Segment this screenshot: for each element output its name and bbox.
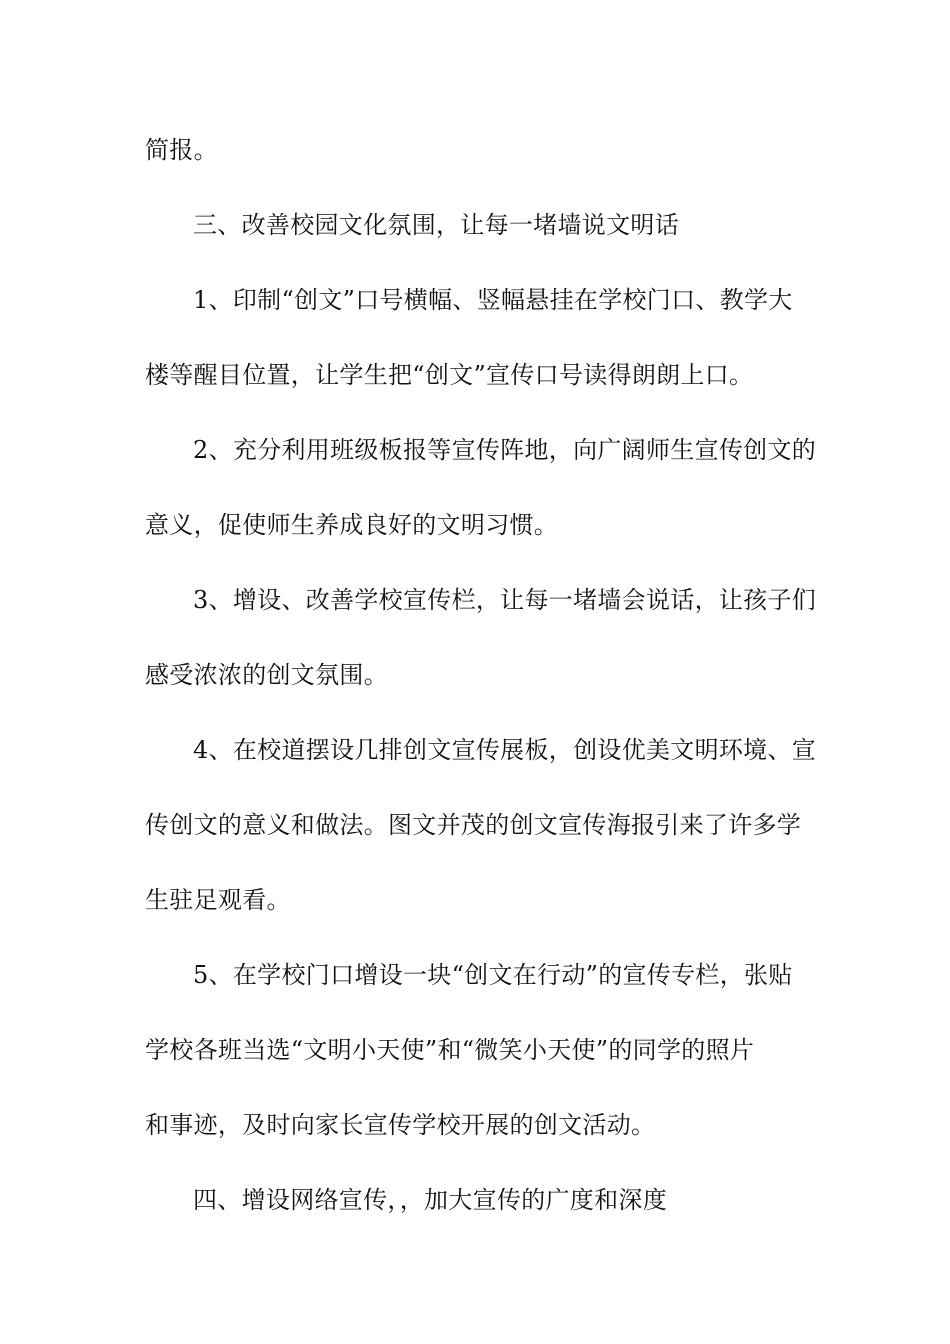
text-line-9: 4、在校道摆设几排创文宣传展板，创设优美文明环境、宣 bbox=[193, 736, 817, 764]
document-body bbox=[145, 0, 817, 1344]
text-line-13: 学校各班当选“文明小天使”和“微笑小天使”的同学的照片 bbox=[145, 1036, 755, 1064]
text-line-7: 3、增设、改善学校宣传栏，让每一堵墙会说话，让孩子们 bbox=[193, 586, 817, 614]
text-line-4: 楼等醒目位置，让学生把“创文”宣传口号读得朗朗上口。 bbox=[145, 361, 754, 389]
section-heading-4: 四、增设网络宣传，，加大宣传的广度和深度 bbox=[193, 1186, 667, 1214]
text-line-8: 感受浓浓的创文氛围。 bbox=[145, 661, 388, 689]
text-line-10: 传创文的意义和做法。图文并茂的创文宣传海报引来了许多学 bbox=[145, 811, 802, 839]
section-heading-3: 三、改善校园文化氛围，让每一堵墙说文明话 bbox=[193, 211, 679, 239]
text-line-3: 1、印制“创文”口号横幅、竖幅悬挂在学校门口、教学大 bbox=[193, 286, 793, 314]
text-line-1: 简报。 bbox=[145, 136, 218, 164]
text-line-5: 2、充分利用班级板报等宣传阵地，向广阔师生宣传创文的 bbox=[193, 436, 817, 464]
text-line-12: 5、在学校门口增设一块“创文在行动”的宣传专栏，张贴 bbox=[193, 961, 793, 989]
text-line-6: 意义，促使师生养成良好的文明习惯。 bbox=[145, 511, 559, 539]
text-line-14: 和事迹，及时向家长宣传学校开展的创文活动。 bbox=[145, 1111, 656, 1139]
text-line-11: 生驻足观看。 bbox=[145, 886, 291, 914]
